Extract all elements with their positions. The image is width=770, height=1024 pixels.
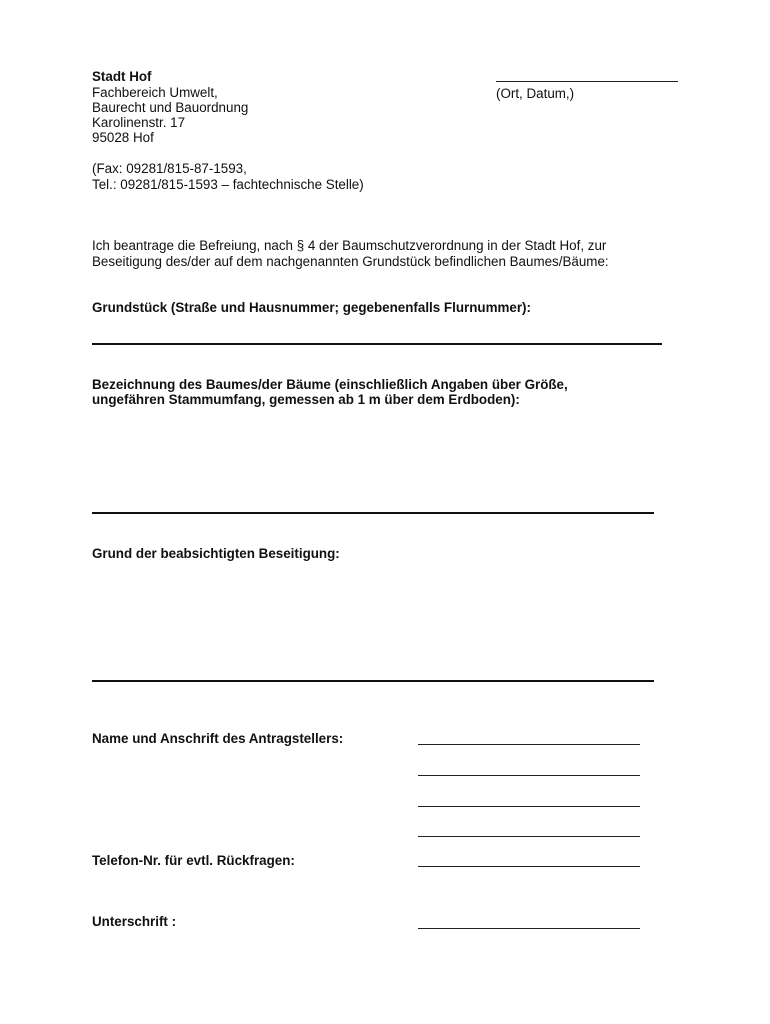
sender-city: Stadt Hof [92, 69, 152, 84]
sender-street: Karolinenstr. 17 [92, 115, 186, 130]
telefon-label: Telefon-Nr. für evtl. Rückfragen: [92, 853, 295, 868]
date-field-label: (Ort, Datum,) [496, 86, 575, 101]
grundstueck-label: Grundstück (Straße und Hausnummer; gegebenenfalls Flurnummer): [92, 300, 531, 315]
grundstueck-input-line[interactable] [92, 343, 662, 345]
bezeichnung-label-line-2: ungefähren Stammumfang, gemessen ab 1 m über dem Erdboden): [92, 392, 520, 407]
sender-department: Fachbereich Umwelt, [92, 85, 218, 100]
unterschrift-input-line[interactable] [418, 928, 640, 929]
sender-division: Baurecht und Bauordnung [92, 100, 249, 115]
intro-line-2: Beseitigung des/der auf dem nachgenannten Grundstück befindlichen Baumes/Bäume: [92, 254, 609, 269]
date-input-line[interactable] [496, 81, 678, 82]
sender-tel: Tel.: 09281/815-1593 – fachtechnische Stelle) [92, 177, 364, 192]
grund-input-line[interactable] [92, 680, 654, 682]
unterschrift-label: Unterschrift : [92, 914, 177, 929]
grund-label: Grund der beabsichtigten Beseitigung: [92, 546, 340, 561]
antragsteller-line-1[interactable] [418, 744, 640, 745]
sender-zip-city: 95028 Hof [92, 130, 154, 145]
antragsteller-line-4[interactable] [418, 836, 640, 837]
bezeichnung-input-line[interactable] [92, 512, 654, 514]
antragsteller-label: Name und Anschrift des Antragstellers: [92, 731, 344, 746]
intro-line-1: Ich beantrage die Befreiung, nach § 4 der Baumschutzverordnung in der Stadt Hof, zur [92, 238, 607, 253]
antragsteller-line-2[interactable] [418, 775, 640, 776]
sender-fax: (Fax: 09281/815-87-1593, [92, 161, 247, 176]
antragsteller-line-3[interactable] [418, 806, 640, 807]
bezeichnung-label-line-1: Bezeichnung des Baumes/der Bäume (einschließlich Angaben über Größe, [92, 377, 568, 392]
telefon-input-line[interactable] [418, 866, 640, 867]
